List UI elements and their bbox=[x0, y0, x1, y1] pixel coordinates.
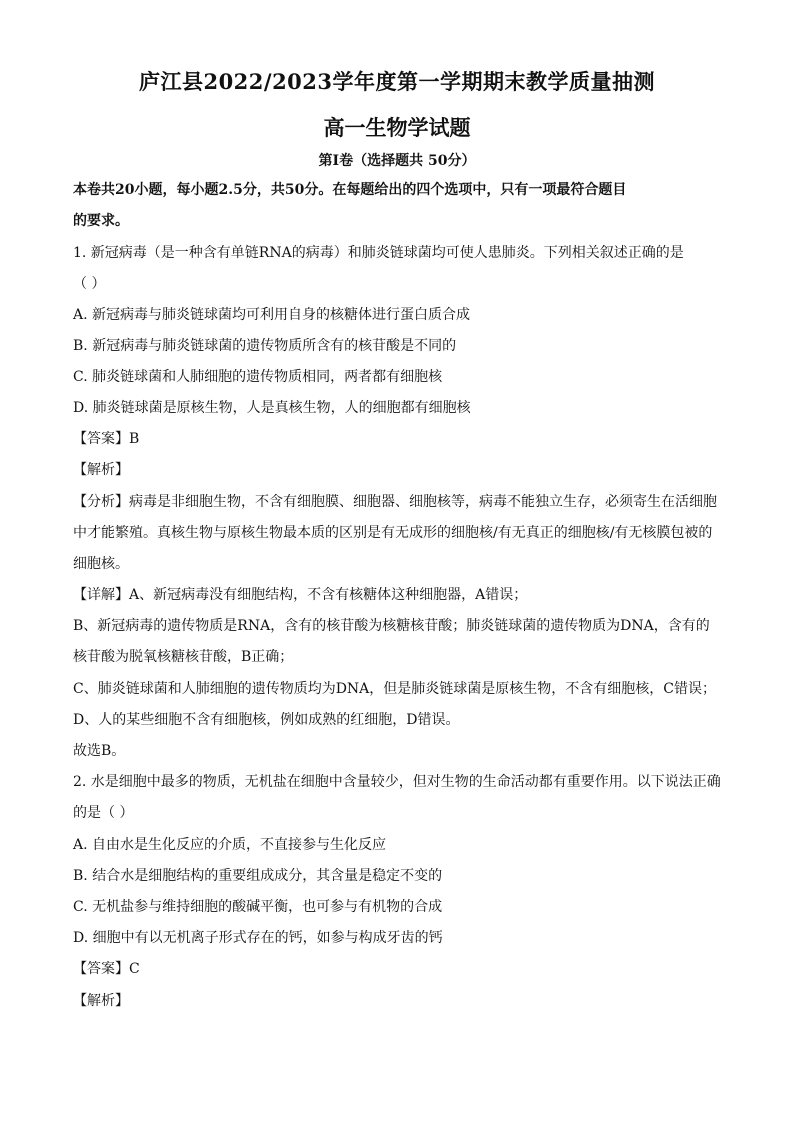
q1-stem-line-1: 1. 新冠病毒（是一种含有单链RNA的病毒）和肺炎链球菌均可使人患肺炎。下列相关叙述正确的是 bbox=[73, 245, 684, 261]
q2-option-d: D. 细胞中有以无机离子形式存在的钙，如参与构成牙齿的钙 bbox=[73, 930, 443, 946]
q2-analysis-label: 【解析】 bbox=[73, 993, 129, 1009]
q1-option-d: D. 肺炎链球菌是原核生物，人是真核生物，人的细胞都有细胞核 bbox=[73, 400, 471, 416]
q1-xiangjie-text-1: A、新冠病毒没有细胞结构，不含有核糖体这种细胞器，A错误； bbox=[129, 587, 528, 603]
q1-xiangjie-line-4: C、肺炎链球菌和人肺细胞的遗传物质均为DNA，但是肺炎链球菌是原核生物，不含有细胞核，C错误； bbox=[73, 681, 717, 697]
q1-conclusion: 故选B。 bbox=[73, 743, 126, 759]
q1-xiangjie-line-5: D、人的某些细胞不含有细胞核，例如成熟的红细胞，D错误。 bbox=[73, 712, 460, 728]
q2-option-b: B. 结合水是细胞结构的重要组成成分，其含量是稳定不变的 bbox=[73, 868, 443, 884]
q1-fenxi-line-3: 细胞核。 bbox=[73, 556, 129, 572]
q1-option-c: C. 肺炎链球菌和人肺细胞的遗传物质相同，两者都有细胞核 bbox=[73, 369, 443, 385]
q2-option-c: C. 无机盐参与维持细胞的酸碱平衡，也可参与有机物的合成 bbox=[73, 899, 443, 915]
section-heading: 第I卷（选择题共 50分） bbox=[318, 153, 476, 169]
q1-fenxi-label: 【分析】 bbox=[73, 494, 129, 510]
q1-option-a: A. 新冠病毒与肺炎链球菌均可利用自身的核糖体进行蛋白质合成 bbox=[73, 307, 471, 323]
exam-title: 庐江县2022/2023学年度第一学期期末教学质量抽测 bbox=[138, 69, 656, 94]
q1-stem-line-2: （ ） bbox=[73, 276, 106, 292]
q1-answer: 【答案】B bbox=[73, 431, 140, 447]
q2-stem-line-1: 2. 水是细胞中最多的物质，无机盐在细胞中含量较少，但对生物的生命活动都有重要作用。以下说法正确 bbox=[73, 774, 721, 790]
intro-line-1: 本卷共20小题，每小题2.5分，共50分。在每题给出的四个选项中，只有一项最符合题目 bbox=[73, 182, 627, 198]
q1-xiangjie-line-2: B、新冠病毒的遗传物质是RNA，含有的核苷酸为核糖核苷酸；肺炎链球菌的遗传物质为DNA，含有的 bbox=[73, 618, 710, 634]
q2-option-a: A. 自由水是生化反应的介质，不直接参与生化反应 bbox=[73, 837, 387, 853]
q2-stem-line-2: 的是（ ） bbox=[73, 805, 134, 821]
q1-xiangjie-line-3: 核苷酸为脱氧核糖核苷酸，B正确； bbox=[73, 649, 294, 665]
q1-fenxi-text-1: 病毒是非细胞生物，不含有细胞膜、细胞器、细胞核等，病毒不能独立生存，必须寄生在活细胞 bbox=[129, 494, 717, 510]
q1-fenxi-line-1 bbox=[73, 492, 723, 512]
exam-subtitle: 高一生物学试题 bbox=[323, 115, 471, 140]
intro-line-2: 的要求。 bbox=[73, 213, 129, 229]
q2-answer: 【答案】C bbox=[73, 961, 140, 977]
q1-option-b: B. 新冠病毒与肺炎链球菌的遗传物质所含有的核苷酸是不同的 bbox=[73, 338, 457, 354]
q1-xiangjie-line-1 bbox=[73, 585, 723, 605]
q1-analysis-label: 【解析】 bbox=[73, 462, 129, 478]
q1-fenxi-line-2: 中才能繁殖。真核生物与原核生物最本质的区别是有无成形的细胞核/有无真正的细胞核/有无核膜包被的 bbox=[73, 525, 713, 541]
q1-xiangjie-label: 【详解】 bbox=[73, 587, 129, 603]
